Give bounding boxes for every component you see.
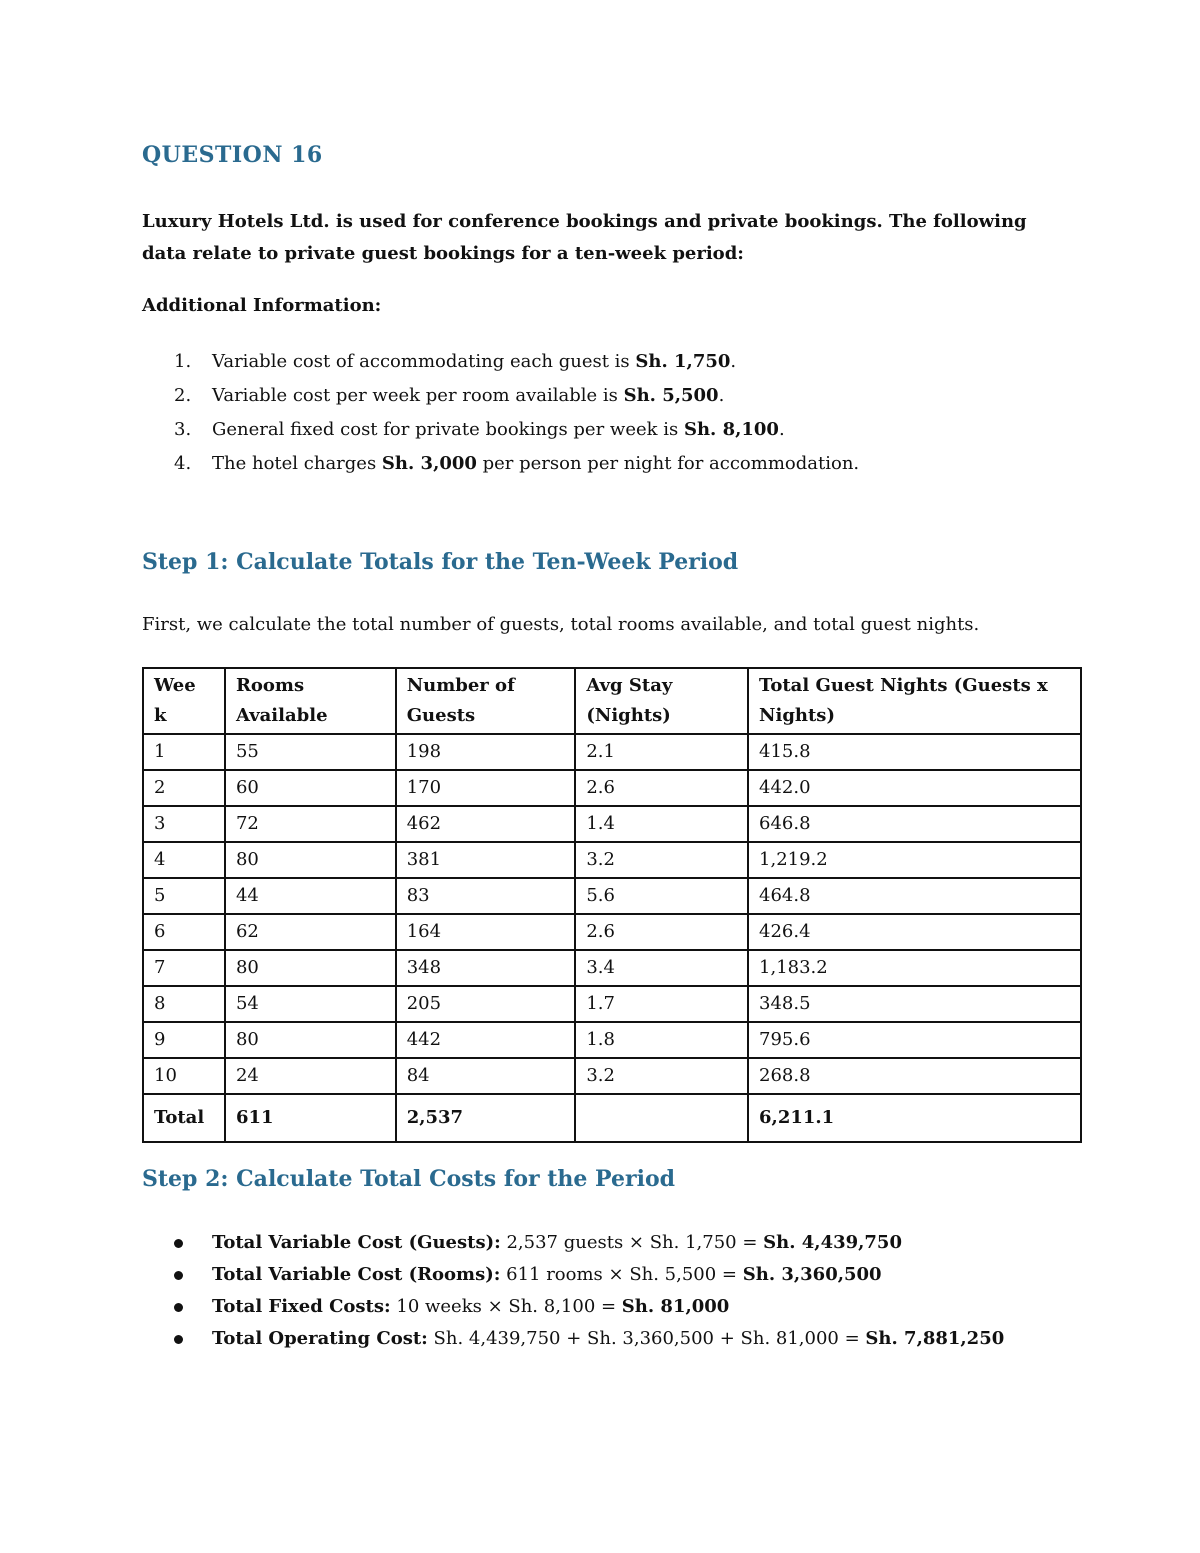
step1-paragraph: First, we calculate the total number of guests, total rooms available, and total guest nights. bbox=[142, 614, 980, 635]
cell: 3 bbox=[143, 806, 225, 842]
cell: 4 bbox=[143, 842, 225, 878]
list-item bbox=[142, 1294, 1004, 1326]
bookings-table bbox=[142, 667, 1082, 1143]
list-amount: Sh. 8,100 bbox=[683, 419, 779, 440]
list-item bbox=[142, 1230, 1004, 1262]
cell: 5 bbox=[143, 878, 225, 914]
cell: 426.4 bbox=[748, 914, 1081, 950]
cell: 3.2 bbox=[575, 842, 748, 878]
cost-calc: 2,537 guests × Sh. 1,750 = bbox=[500, 1232, 764, 1253]
cost-calc: 10 weeks × Sh. 8,100 = bbox=[390, 1296, 622, 1317]
header-rooms: Rooms Available bbox=[225, 668, 396, 734]
list-amount: Sh. 3,000 bbox=[381, 453, 477, 474]
cell: 83 bbox=[396, 878, 576, 914]
cell: 55 bbox=[225, 734, 396, 770]
cell: 2.6 bbox=[575, 770, 748, 806]
list-text-end: . bbox=[718, 385, 725, 406]
cost-label: Total Fixed Costs: bbox=[212, 1296, 391, 1317]
cell: 381 bbox=[396, 842, 576, 878]
list-text: The hotel charges bbox=[212, 453, 382, 474]
table-row bbox=[143, 1058, 1081, 1094]
cell: 1.7 bbox=[575, 986, 748, 1022]
cell: 6 bbox=[143, 914, 225, 950]
total-rooms: 611 bbox=[225, 1094, 396, 1142]
list-text: Variable cost per week per room available is bbox=[212, 385, 624, 406]
list-number: 4. bbox=[174, 453, 192, 474]
total-avg-stay bbox=[575, 1094, 748, 1142]
list-text-end: . bbox=[730, 351, 737, 372]
list-text-end: . bbox=[778, 419, 785, 440]
cell: 24 bbox=[225, 1058, 396, 1094]
table-header-row bbox=[143, 668, 1081, 734]
list-item bbox=[142, 384, 859, 418]
cell: 60 bbox=[225, 770, 396, 806]
bullet-icon bbox=[174, 1271, 183, 1280]
cell: 2 bbox=[143, 770, 225, 806]
cell: 80 bbox=[225, 1022, 396, 1058]
step2-title: Step 2: Calculate Total Costs for the Period bbox=[142, 1166, 676, 1192]
cell: 1 bbox=[143, 734, 225, 770]
list-number: 2. bbox=[174, 385, 192, 406]
list-number: 3. bbox=[174, 419, 192, 440]
cell: 7 bbox=[143, 950, 225, 986]
header-week: Wee k bbox=[143, 668, 225, 734]
cell: 442 bbox=[396, 1022, 576, 1058]
cell: 2.1 bbox=[575, 734, 748, 770]
cell: 646.8 bbox=[748, 806, 1081, 842]
cell: 348.5 bbox=[748, 986, 1081, 1022]
table-row bbox=[143, 878, 1081, 914]
table-row bbox=[143, 770, 1081, 806]
cell: 462 bbox=[396, 806, 576, 842]
cell: 2.6 bbox=[575, 914, 748, 950]
list-text: Variable cost of accommodating each guest is bbox=[212, 351, 636, 372]
total-guest-nights: 6,211.1 bbox=[748, 1094, 1081, 1142]
list-text: General fixed cost for private bookings per week is bbox=[212, 419, 684, 440]
cell: 170 bbox=[396, 770, 576, 806]
list-text-end: per person per night for accommodation. bbox=[476, 453, 860, 474]
list-item bbox=[142, 350, 859, 384]
table-total-row bbox=[143, 1094, 1081, 1142]
header-guest-nights: Total Guest Nights (Guests x Nights) bbox=[748, 668, 1081, 734]
cell: 8 bbox=[143, 986, 225, 1022]
bullet-icon bbox=[174, 1303, 183, 1312]
table-row bbox=[143, 1022, 1081, 1058]
question-title: QUESTION 16 bbox=[142, 142, 323, 168]
cell: 80 bbox=[225, 950, 396, 986]
cell: 464.8 bbox=[748, 878, 1081, 914]
cell: 442.0 bbox=[748, 770, 1081, 806]
cost-result: Sh. 7,881,250 bbox=[865, 1328, 1005, 1349]
list-amount: Sh. 5,500 bbox=[623, 385, 719, 406]
list-item bbox=[142, 1326, 1004, 1358]
cell: 62 bbox=[225, 914, 396, 950]
cost-calc: 611 rooms × Sh. 5,500 = bbox=[500, 1264, 743, 1285]
table-row bbox=[143, 914, 1081, 950]
cell: 54 bbox=[225, 986, 396, 1022]
list-item bbox=[142, 452, 859, 486]
cell: 44 bbox=[225, 878, 396, 914]
cost-label: Total Operating Cost: bbox=[212, 1328, 428, 1349]
table-row bbox=[143, 806, 1081, 842]
cell: 84 bbox=[396, 1058, 576, 1094]
cost-label: Total Variable Cost (Rooms): bbox=[212, 1264, 501, 1285]
list-item bbox=[142, 1262, 1004, 1294]
additional-info-list bbox=[142, 350, 859, 486]
cost-list bbox=[142, 1230, 1004, 1358]
header-guests: Number of Guests bbox=[396, 668, 576, 734]
cost-result: Sh. 4,439,750 bbox=[763, 1232, 902, 1253]
cell: 1.4 bbox=[575, 806, 748, 842]
cell: 415.8 bbox=[748, 734, 1081, 770]
list-number: 1. bbox=[174, 351, 192, 372]
list-amount: Sh. 1,750 bbox=[635, 351, 731, 372]
cell: 795.6 bbox=[748, 1022, 1081, 1058]
cell: 3.2 bbox=[575, 1058, 748, 1094]
cell: 348 bbox=[396, 950, 576, 986]
cell: 5.6 bbox=[575, 878, 748, 914]
cell: 3.4 bbox=[575, 950, 748, 986]
table-row bbox=[143, 734, 1081, 770]
cell: 10 bbox=[143, 1058, 225, 1094]
header-avg-stay: Avg Stay (Nights) bbox=[575, 668, 748, 734]
cell: 205 bbox=[396, 986, 576, 1022]
table-row bbox=[143, 842, 1081, 878]
cell: 1,219.2 bbox=[748, 842, 1081, 878]
cell: 9 bbox=[143, 1022, 225, 1058]
cell: 72 bbox=[225, 806, 396, 842]
cell: 1,183.2 bbox=[748, 950, 1081, 986]
intro-paragraph: Luxury Hotels Ltd. is used for conference bookings and private bookings. The following data relate to private guest bookings for a ten-week period: bbox=[142, 211, 1027, 264]
total-label: Total bbox=[143, 1094, 225, 1142]
list-item bbox=[142, 418, 859, 452]
cell: 268.8 bbox=[748, 1058, 1081, 1094]
cost-result: Sh. 81,000 bbox=[621, 1296, 730, 1317]
cell: 1.8 bbox=[575, 1022, 748, 1058]
bullet-icon bbox=[174, 1335, 183, 1344]
table-row bbox=[143, 986, 1081, 1022]
cell: 80 bbox=[225, 842, 396, 878]
step1-title: Step 1: Calculate Totals for the Ten-Week Period bbox=[142, 549, 739, 575]
total-guests: 2,537 bbox=[396, 1094, 576, 1142]
cost-result: Sh. 3,360,500 bbox=[742, 1264, 882, 1285]
additional-info-label: Additional Information: bbox=[142, 295, 382, 316]
table-row bbox=[143, 950, 1081, 986]
cost-calc: Sh. 4,439,750 + Sh. 3,360,500 + Sh. 81,000 = bbox=[427, 1328, 866, 1349]
cell: 198 bbox=[396, 734, 576, 770]
cell: 164 bbox=[396, 914, 576, 950]
bullet-icon bbox=[174, 1239, 183, 1248]
cost-label: Total Variable Cost (Guests): bbox=[212, 1232, 501, 1253]
